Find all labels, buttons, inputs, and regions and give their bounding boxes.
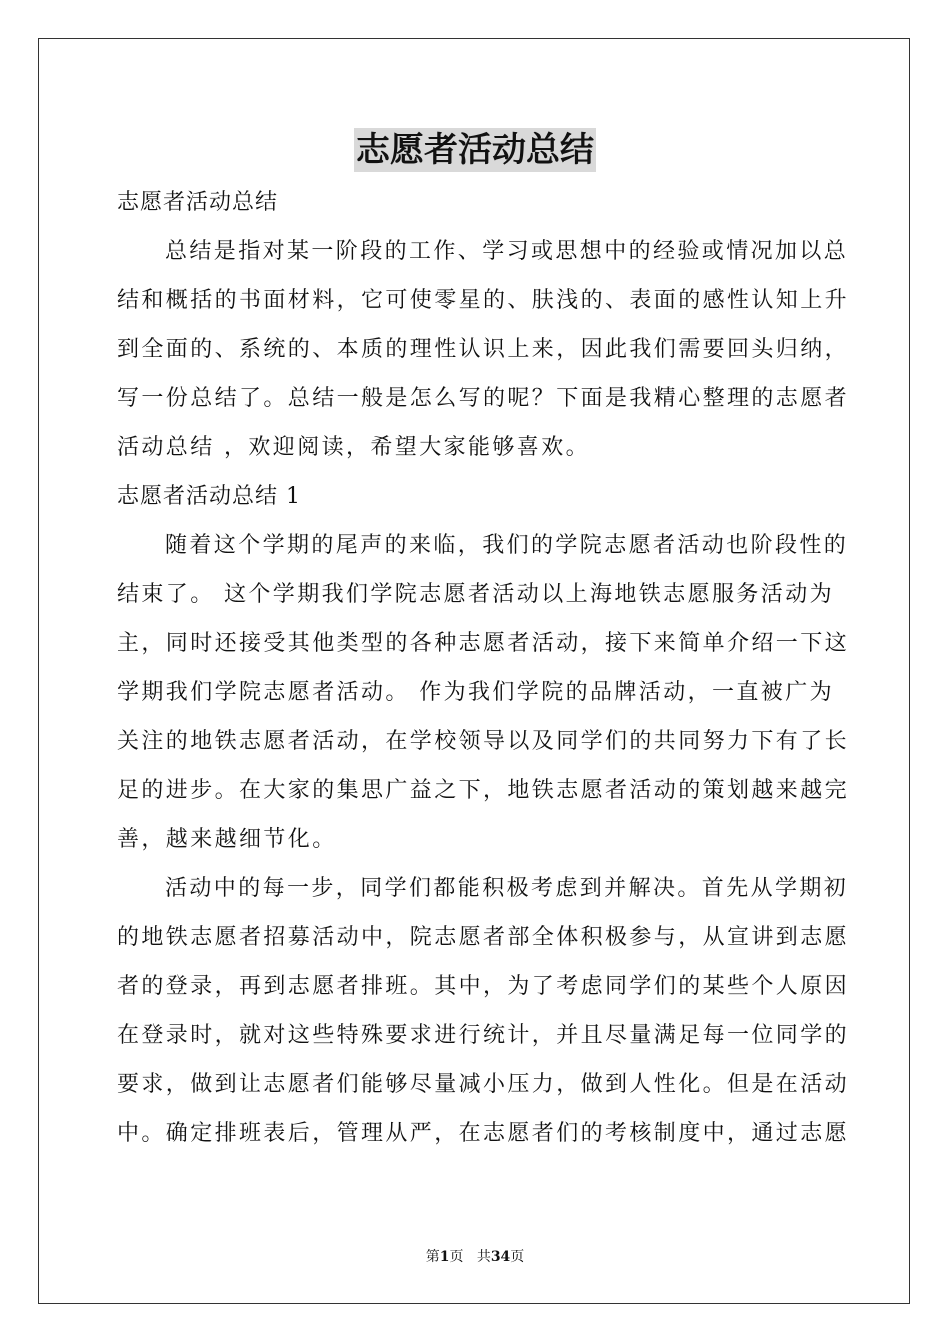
page-footer: [0, 1247, 950, 1267]
paragraph-line: 结束了。 这个学期我们学院志愿者活动以上海地铁志愿服务活动为: [117, 582, 834, 607]
intro-line: 总结是指对某一阶段的工作、学习或思想中的经验或情况加以总: [165, 239, 849, 264]
title-wrap: [0, 128, 950, 172]
intro-line: 活动总结 ，欢迎阅读，希望大家能够喜欢。: [117, 435, 590, 460]
paragraph-line: 的地铁志愿者招募活动中，院志愿者部全体积极参与，从宣讲到志愿: [117, 925, 850, 950]
paragraph-line: 关注的地铁志愿者活动，在学校领导以及同学们的共同努力下有了长: [117, 729, 850, 754]
paragraph-2: [117, 864, 850, 1158]
paragraph-line: 活动中的每一步，同学们都能积极考虑到并解决。首先从学期初: [165, 876, 849, 901]
paragraph-line: 善，越来越细节化。: [117, 827, 337, 852]
intro-line: 写一份总结了。总结一般是怎么写的呢？下面是我精心整理的志愿者: [117, 386, 850, 411]
total-prefix: 共: [476, 1249, 491, 1265]
total-pages: 34: [490, 1249, 511, 1265]
page-suffix: 页: [449, 1249, 464, 1265]
paragraph-line: 中。确定排班表后，管理从严，在志愿者们的考核制度中，通过志愿: [117, 1121, 850, 1146]
page-number: 1: [439, 1249, 450, 1265]
intro-line: 到全面的、系统的、本质的理性认识上来，因此我们需要回头归纳，: [117, 337, 850, 362]
paragraph-line: 要求，做到让志愿者们能够尽量减小压力，做到人性化。但是在活动: [117, 1072, 850, 1097]
paragraph-line: 主，同时还接受其他类型的各种志愿者活动，接下来简单介绍一下这: [117, 631, 850, 656]
document-title: 志愿者活动总结: [356, 130, 594, 170]
total-suffix: 页: [510, 1249, 525, 1265]
intro-paragraph: [117, 227, 850, 472]
document-subtitle: 志愿者活动总结: [117, 190, 279, 215]
section-heading: 志愿者活动总结 1: [117, 484, 301, 509]
paragraph-1: [117, 521, 850, 864]
document-body: [117, 178, 850, 1158]
intro-line: 结和概括的书面材料，它可使零星的、肤浅的、表面的感性认知上升: [117, 288, 850, 313]
paragraph-line: 在登录时，就对这些特殊要求进行统计，并且尽量满足每一位同学的: [117, 1023, 850, 1048]
paragraph-line: 随着这个学期的尾声的来临，我们的学院志愿者活动也阶段性的: [165, 533, 849, 558]
paragraph-line: 学期我们学院志愿者活动。 作为我们学院的品牌活动，一直被广为: [117, 680, 834, 705]
page-prefix: 第: [425, 1249, 440, 1265]
paragraph-line: 足的进步。在大家的集思广益之下，地铁志愿者活动的策划越来越完: [117, 778, 850, 803]
paragraph-line: 者的登录，再到志愿者排班。其中，为了考虑同学们的某些个人原因: [117, 974, 850, 999]
